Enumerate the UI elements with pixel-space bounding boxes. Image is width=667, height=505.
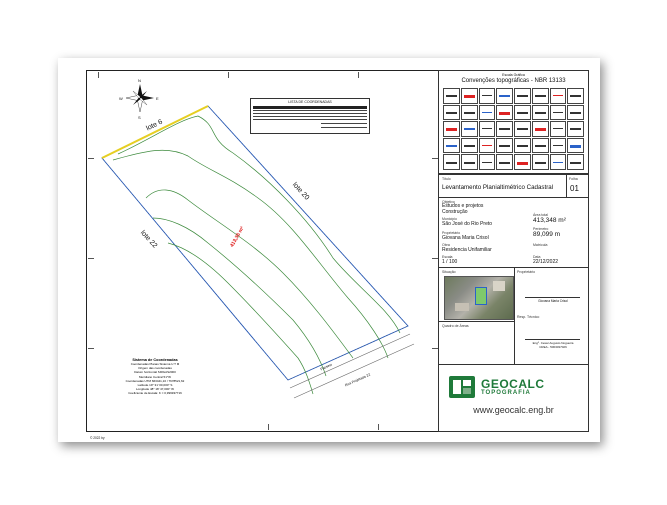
- city-label: Município: [442, 217, 457, 221]
- convention-symbol: [514, 138, 531, 154]
- lote-20-label: lote 20: [290, 181, 311, 202]
- notes-line: Origem das coordenadas: [138, 366, 172, 371]
- sheet-number: 01: [570, 184, 579, 193]
- objective: Estudos e projetos Construção: [442, 203, 484, 215]
- title-field-label: Título: [442, 177, 451, 181]
- convention-symbol: [567, 105, 584, 121]
- convention-symbol: [532, 121, 549, 137]
- coordinate-system-notes: [110, 358, 200, 396]
- convention-symbol: [532, 138, 549, 154]
- city: São José do Rio Preto: [442, 221, 493, 227]
- situation-label: Situação: [442, 270, 456, 274]
- convention-symbol: [532, 154, 549, 170]
- contour-line: [146, 190, 353, 358]
- convention-symbol: [461, 138, 478, 154]
- tech-label: Resp. Técnico: [517, 315, 540, 319]
- lote-6-label: lote 6: [145, 118, 164, 133]
- geocalc-logo-icon: [449, 374, 477, 400]
- contour-line: [118, 116, 400, 333]
- front-edge: [102, 106, 208, 158]
- copyright-note: © 2022 by: [90, 436, 105, 440]
- convention-symbol: [550, 154, 567, 170]
- perimeter-value: 89,099 m: [533, 231, 561, 238]
- geocalc-logo: [449, 371, 581, 403]
- owner-signature: Giovana Maria Crisol: [538, 299, 568, 303]
- convention-symbol: [479, 105, 496, 121]
- conventions-title: Convenções topográficas - NBR 13133: [461, 78, 566, 84]
- conventions-panel: [438, 70, 589, 174]
- date: 22/12/2022: [533, 259, 559, 265]
- convention-symbol: [479, 121, 496, 137]
- brand-sub: TOPOGRAFIA: [481, 390, 531, 396]
- convention-symbol: [479, 88, 496, 104]
- registry-label: Matrícula: [533, 243, 548, 247]
- title-block: [438, 174, 589, 432]
- convention-symbol: [532, 105, 549, 121]
- date-label: Data: [533, 255, 541, 259]
- convention-symbol: [550, 138, 567, 154]
- sheet-label: Folha: [569, 177, 578, 181]
- convention-symbol: [514, 154, 531, 170]
- notes-line: Datum horizontal SIRGAS2000: [134, 370, 176, 375]
- scale-label: Escala: [442, 255, 453, 259]
- convention-symbol: [514, 105, 531, 121]
- brand-website[interactable]: www.geocalc.eng.br: [473, 405, 554, 415]
- convention-symbol: [443, 121, 460, 137]
- location-aerial-image: [444, 276, 514, 320]
- convention-symbol: [496, 138, 513, 154]
- convention-symbol: [443, 138, 460, 154]
- convention-symbol: [567, 88, 584, 104]
- contour-line: [113, 150, 388, 358]
- owner-label: Proprietário: [442, 231, 461, 235]
- compass-w: W: [119, 96, 123, 101]
- convention-symbol: [496, 105, 513, 121]
- convention-symbol: [567, 121, 584, 137]
- convention-symbol: [443, 105, 460, 121]
- areas-label: Quadro de Áreas: [442, 324, 469, 328]
- notes-line: Longitude 48° 18' 47,000" W: [135, 387, 175, 392]
- convention-symbol: [443, 88, 460, 104]
- north-arrow: [126, 84, 154, 112]
- area-field-label: Área total: [533, 213, 548, 217]
- convention-symbol: [514, 88, 531, 104]
- notes-line: Coordenadas UTM 663441,10 / 7678521,62: [125, 378, 185, 383]
- scale: 1 / 100: [442, 259, 458, 265]
- compass-n: N: [138, 78, 141, 83]
- table-title: LISTA DE COORDENADAS: [288, 100, 332, 104]
- convention-symbol: [514, 121, 531, 137]
- convention-symbol: [461, 88, 478, 104]
- drawing-sheet: [58, 58, 600, 442]
- perimeter-label: Perímetro: [533, 227, 549, 231]
- brand-name: GEOCALC: [481, 377, 545, 391]
- street-label: Rua Projetada 22: [344, 372, 371, 388]
- convention-symbol: [461, 154, 478, 170]
- area-label: 413,36 m²: [229, 225, 246, 249]
- tech-crea: CREA - 5063037026: [539, 345, 567, 349]
- convention-symbol: [567, 154, 584, 170]
- symbol-grid: [443, 88, 584, 170]
- convention-symbol: [550, 88, 567, 104]
- convention-symbol: [461, 105, 478, 121]
- convention-symbol: [496, 121, 513, 137]
- lote-22-label: lote 22: [138, 229, 159, 250]
- project-label: Obra: [442, 243, 450, 247]
- convention-symbol: [496, 154, 513, 170]
- contour-line: [153, 218, 326, 376]
- convention-symbol: [532, 88, 549, 104]
- owner: Giovana Maria Crisol: [442, 235, 489, 241]
- convention-symbol: [567, 138, 584, 154]
- convention-symbol: [550, 121, 567, 137]
- notes-line: Coeficiente de Escala: K = 0,999937716: [128, 391, 182, 396]
- objective-label: Objetivo: [442, 200, 455, 204]
- compass-s: S: [138, 115, 141, 120]
- project: Residencia Unifamiliar: [442, 247, 492, 253]
- convention-symbol: [479, 138, 496, 154]
- convention-symbol: [550, 105, 567, 121]
- tech-signature: Engº. Cesar Augusto Nogueira: [532, 341, 574, 345]
- notes-line: Latitude 19° 31' 00,000" S: [137, 383, 173, 388]
- convention-symbol: [479, 154, 496, 170]
- compass-e: E: [156, 96, 159, 101]
- notes-title: Sistema de Coordenadas: [132, 358, 178, 362]
- convention-symbol: [443, 154, 460, 170]
- street-line: [294, 344, 414, 398]
- convention-symbol: [461, 121, 478, 137]
- owner-sign-label: Proprietário: [517, 270, 536, 274]
- notes-line: Meridiano Central 51°W: [139, 374, 171, 379]
- coordinates-table: [250, 98, 370, 134]
- conventions-heading: Escala Gráfica: [502, 73, 525, 77]
- sidewalk-label: Passeio: [319, 362, 333, 372]
- convention-symbol: [496, 88, 513, 104]
- area-value: 413,348 m²: [533, 217, 566, 224]
- notes-line: Coordenadas Planas Sistema U T M: [130, 362, 180, 366]
- sheet-title: Levantamento Planialtimétrico Cadastral: [442, 184, 554, 191]
